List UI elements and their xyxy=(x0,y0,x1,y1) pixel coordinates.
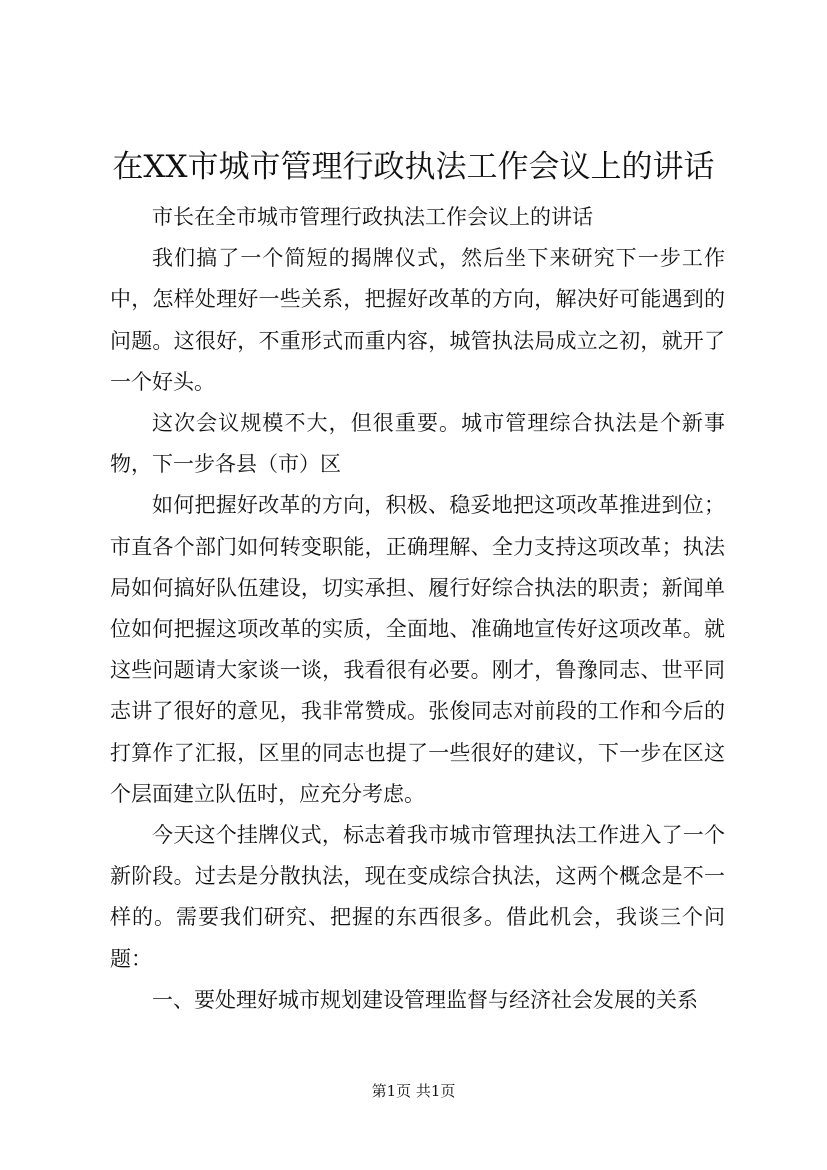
document-title: 在XX市城市管理行政执法工作会议上的讲话 xyxy=(112,149,715,185)
section-heading: 一、要处理好城市规划建设管理监督与经济社会发展的关系 xyxy=(152,987,698,1012)
document-body xyxy=(110,197,725,1021)
page-number-footer: 第1页 共1页 xyxy=(371,1082,456,1100)
body-paragraph: 如何把握好改革的方向，积极、稳妥地把这项改革推进到位；市直各个部门如何转变职能，正确理解、全力支持这项改革；执法局如何搞好队伍建设，切实承担、履行好综合执法的职责；新闻单位如何把握这项改革的实质，全面地、准确地宣传好这项改革。就这些问题请大家谈一谈，我看很有必要。刚才，鲁豫同志、世平同志讲了很好的意见，我非常赞成。张俊同志对前段的工作和今后的打算作了汇报，区里的同志也提了一些很好的建议，下一步在区这个层面建立队伍时，应充分考虑。 xyxy=(110,493,725,806)
subtitle-paragraph: 市长在全市城市管理行政执法工作会议上的讲话 xyxy=(152,205,593,229)
body-paragraph: 这次会议规模不大，但很重要。城市管理综合执法是个新事物，下一步各县（市）区 xyxy=(110,411,725,477)
body-paragraph: 今天这个挂牌仪式，标志着我市城市管理执法工作进入了一个新阶段。过去是分散执法，现在变成综合执法，这两个概念是不一样的。需要我们研究、把握的东西很多。借此机会，我谈三个问题： xyxy=(110,823,725,971)
body-paragraph: 我们搞了一个简短的揭牌仪式，然后坐下来研究下一步工作中，怎样处理好一些关系，把握好改革的方向，解决好可能遇到的问题。这很好，不重形式而重内容，城管执法局成立之初，就开了一个好头。 xyxy=(110,246,725,394)
